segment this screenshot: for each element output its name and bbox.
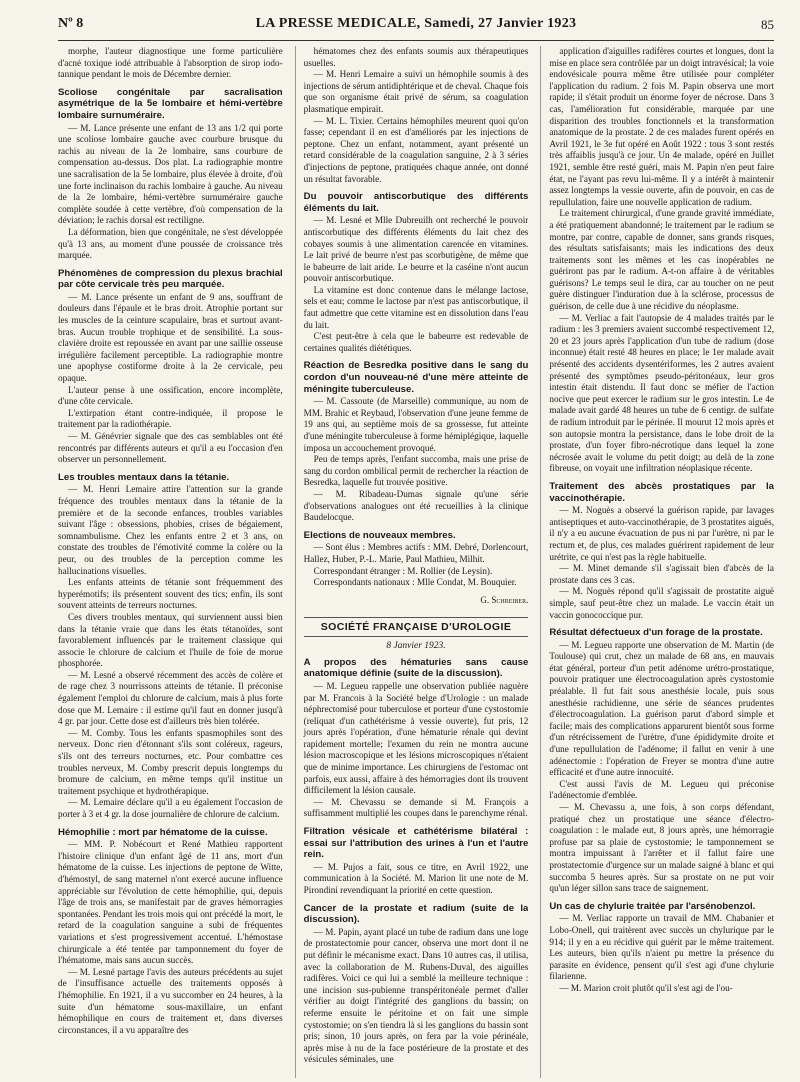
article xyxy=(304,46,529,185)
article xyxy=(58,472,283,821)
article-paragraph: — M. Chevassu se demande si M. François a suffisamment multiplié les coupes dans le parenchyme rénal. xyxy=(303,796,529,819)
article-paragraph: — M. Lesné et Mlle Dubreuilh ont recherché le pouvoir antiscorbutique des différents éléments du lait chez des cobayes soumis à une alimentation carencée en vitamines. Le lait privé de beurre n'est pas scorbutigène, de même que le babeurre de lait aride. Le beurre et la caséine n'ont aucun pouvoir antiscorbutique. xyxy=(303,215,529,284)
article-paragraph: — M. Noguès a observé la guérison rapide, par lavages antiseptiques et auto-vaccinothérapie, de 3 prostatites aiguës, il n'y a eu aucune évacuation de pus ni par l'urètre, ni par le rectum et, de plus, ces malades guérirent rapidement de leur urétrite, ce qui n'est pas la règle habituelle. xyxy=(549,505,775,562)
column-1 xyxy=(58,46,283,1078)
article xyxy=(304,826,529,897)
article-paragraph: L'extirpation étant contre-indiquée, il propose le traitement par la radiothérapie. xyxy=(58,407,283,430)
society-date: 8 Janvier 1923. xyxy=(386,640,446,651)
article-title: Les troubles mentaux dans la tétanie. xyxy=(58,471,230,483)
article-paragraph: — M. Legueu rapporte une observation de M. Martin (de Toulouse) qui crut, chez un malade de 68 ans, en mauvais état général, porteur d'un petit adénome urétro-prostatique, pouvoir pratiquer une électrocoagulation après cystostomie préalable. Il fut fait sous anesthésie locale, puis sous anesthésie rachidienne, une série de séances prudentes d'électrocoagulation. La guérison parut d'abord simple et facile; mais des complications apparurent bientôt sous forme d'un rétrécissement de l'urètre, d'une épididymite droite et d'une repullulation de l'adénome; il fallut en venir à une adénectomie : l'opération de Freyer se montra d'une autre efficacité et d'une autre innocuité. xyxy=(549,639,775,778)
article xyxy=(58,87,283,262)
article-paragraph: — M. Pujos a fait, sous ce titre, en Avril 1922, une communication à la Société. M. Marion lit une note de M. Pirondini revendiquant la priorité en cette question. xyxy=(303,861,529,895)
article xyxy=(58,827,283,1037)
article-title: Réaction de Besredka positive dans le sang du cordon d'un nouveau-né d'une mère atteinte de méningite tuberculeuse. xyxy=(303,360,529,395)
article-paragraph: Ces divers troubles mentaux, qui surviennent aussi bien dans la tétanie vraie que dans les états tétanoïdes, sont favorablement influencés par le traitement classique qui associe le chlorure de calcium et l'huile de foie de morue phosphorée. xyxy=(58,611,283,669)
article xyxy=(304,360,529,523)
article-title: Traitement des abcès prostatiques par la vaccinothérapie. xyxy=(549,480,775,504)
article-title: Phénomènes de compression du plexus brachial par côte cervicale très peu marquée. xyxy=(58,267,283,291)
article xyxy=(58,268,283,466)
article-paragraph: hématomes chez des enfants soumis aux thérapeutiques usuelles. xyxy=(303,46,529,68)
article-paragraph: — M. Cassoute (de Marseille) communique, au nom de MM. Brahic et Reybaud, l'observation d'une jeune femme de 19 ans qui, au septième mois de sa grossesse, fut atteinte d'une méningite tuberculeuse à forme hémiplégique, laquelle imposa un accouchement provoqué. xyxy=(303,396,529,453)
columns xyxy=(58,46,774,1078)
article-paragraph: — M. Chevassu a, une fois, à son corps défendant, pratiqué chez un prostatique une séance d'électro-coagulation : le malade eut, 8 jours après, une hémorragie profuse par sa plaie de cystostomie; le tamponnement se montra impuissant à l'arrêter et il fallut faire une prostatectomie d'urgence sur un malade saigné à blanc et qui succomba 5 heures après. Sur sa prostate on ne put voir qu'un léger sillon sans trace de saignement. xyxy=(549,802,775,894)
article-paragraph: morphe, l'auteur diagnostique une forme particulière d'acné toxique iodé attribuable à l'absorption de sirop iodo-tannique pendant le mois de Décembre dernier. xyxy=(58,46,283,80)
article-title: Résultat défectueux d'un forage de la prostate. xyxy=(549,627,763,639)
article-title: Elections de nouveaux membres. xyxy=(303,529,456,541)
page-number: 85 xyxy=(761,17,774,32)
article-paragraph: — M. Verliac a fait l'autopsie de 4 malades traités par le radium : les 3 premiers avaient succombé respectivement 12, 20 et 23 jours après l'application d'un tube de radium (dose inconnue) était resté 48 heures en place; le 1er malade avait présenté des accidents dysentériformes, les 2 autres avaient présenté des symptômes pseudo-péritonéaux, leur gros intestin était distendu. Il faut donc se méfier de l'action nocive que peut exercer le radium sur le gros intestin. Le 4e malade avait gardé 48 heures un tube de 6 centigr. de sulfate de radium introduit par le périnée. Il mourut 12 mois après et son autopsie montra la persistance, dans le lobe droit de la prostate, d'un foyer fibro-nécrotique dans lequel la zone nécrosée avait le volume du petit doigt; au delà de la zone fibreuse, on voyait une infiltration néoplasique récente. xyxy=(549,312,775,474)
article-paragraph: — M. Lesné a observé récemment des accès de colère et de rage chez 3 nourrissons atteints de tétanie. Il préconise également l'emploi du chlorure de calcium, mais à plus forte dose que M. Lemaire : il estime qu'il faut en donner jusqu'à 4 gr. par jour. Cette dose est d'ailleurs très bien tolérée. xyxy=(58,669,283,727)
article-title: Un cas de chylurie traitée par l'arsénobenzol. xyxy=(549,900,756,912)
article-paragraph: L'auteur pense à une ossification, encore incomplète, d'une côte cervicale. xyxy=(58,384,283,407)
column-2 xyxy=(295,46,529,1078)
article-title: Filtration vésicale et cathétérisme bilatéral : essai sur l'attribution des urines à l'un et l'autre rein. xyxy=(303,826,529,861)
article xyxy=(549,901,774,995)
article-paragraph: — M. Verliac rapporte un travail de MM. Chabanier et Lobo-Onell, qui traitèrent avec succès un chylurique par le 914; il y en a eu récidive qui guérit par le même traitement. Les auteurs, bien qu'ils n'aient pu mettre la présence du parasite en évidence, pensent qu'il s'est agi d'une chylurie filarienne. xyxy=(549,913,775,982)
article-paragraph: C'est peut-être à cela que le babeurre est redevable de certaines qualités diététiques. xyxy=(303,331,529,353)
society-heading: SOCIÉTÉ FRANÇAISE D'UROLOGIE xyxy=(304,617,529,637)
article-title: Cancer de la prostate et radium (suite de la discussion). xyxy=(303,902,529,926)
article-paragraph: — M. Minet demande s'il s'agissait bien d'abcès de la prostate dans ces 3 cas. xyxy=(549,563,775,585)
article xyxy=(304,191,529,354)
article-paragraph: — M. Lemaire déclare qu'il a eu également l'occasion de porter à 3 et 4 gr. la dose journalière de chlorure de calcium. xyxy=(58,797,283,819)
article-paragraph: — M. Noguès répond qu'il s'agissait de prostatite aiguë simple, sauf peut-être chez un malade. Le vaccin était un vaccin gonococcique pur. xyxy=(549,586,775,620)
journal-title: LA PRESSE MEDICALE, Samedi, 27 Janvier 1923 xyxy=(255,16,577,31)
article xyxy=(304,903,529,1066)
article-title: A propos des hématuries sans cause anatomique définie (suite de la discussion). xyxy=(303,656,529,680)
article-title: Du pouvoir antiscorbutique des différents éléments du lait. xyxy=(303,191,529,214)
article-paragraph: La vitamine est donc contenue dans le mélange lactose, sels et eau; comme le lactose par n'est pas antiscorbutique, il faut admettre que cette vitamine est en dissolution dans l'eau du lait. xyxy=(303,284,529,330)
article xyxy=(304,657,529,820)
article-paragraph: Correspondants nationaux : Mlle Condat, M. Bouquier. xyxy=(313,577,517,588)
article-paragraph: — M. Papin, ayant placé un tube de radium dans une loge de prostatectomie pour cancer, observa une mort dont il ne put définir le mécanisme exact. Dans 10 autres cas, il utilisa, avec la collaboration de M. Rubens-Duval, des aiguilles radifères. Voici ce qui lui a semblé la meilleure technique : une incision sus-pubienne transpéritonéale permet d'aller vérifier au doigt l'intégrité des ganglions du bassin; on referme ensuite le péritoine et on fait une simple cystostomie; on s'en tiendra là si les ganglions du bassin sont pris; sinon, 10 jours après, on fera par la voie périnéale, après mise à nu de la face postérieure de la prostate et des vésicules séminales, une xyxy=(303,926,529,1065)
article xyxy=(549,627,774,895)
article xyxy=(549,46,774,475)
article-paragraph: — M. L. Tixier. Certains hémophiles meurent quoi qu'on fasse; cependant il en est d'améliorés par les injections de peptone. Chez un enfant, notamment, ayant présenté un retard considérable de la coagulation sanguine, 2 à 3 séries d'injections de peptone, pratiquées chaque année, ont donné un résultat favorable. xyxy=(303,115,529,184)
article-paragraph: — M. Henri Lemaire a suivi un hémophile soumis à des injections de sérum antidiphtérique et de cheval. Chaque fois que son organisme était privé de sérum, sa coagulation plasmatique empirait. xyxy=(303,69,529,114)
article-paragraph: C'est aussi l'avis de M. Legueu qui préconise l'adénectomie d'emblée. xyxy=(549,778,775,801)
article-title: Hémophilie : mort par hématome de la cuisse. xyxy=(58,826,268,838)
article-paragraph: Les enfants atteints de tétanie sont fréquemment des hyperémotifs; ils présentent souvent des tics; enfin, ils sont souvent atteints de terreurs nocturnes. xyxy=(58,577,283,611)
column-3 xyxy=(540,46,774,1078)
article-paragraph: — M. Lance présente une enfant de 13 ans 1/2 qui porte une scoliose lombaire gauche avec courbure brusque du rachis au niveau de la 2e lombaire, sans courbure de compensation au-dessus. Dos plat. La radiographie montre une sacralisation de la 5e lombaire, plus élevée à droite, d'où une forte inclinaison du rachis lombaire à gauche. Au niveau de la 2e lombaire, hémi-vertèbre surnuméraire gauche complète soudée à cette vertèbre, d'où compensation de la déviation; le rachis dorsal est rectiligne. xyxy=(58,122,283,226)
issue-number: Nº 8 xyxy=(58,16,84,31)
article-paragraph: — MM. P. Nobécourt et René Mathieu rapportent l'histoire clinique d'un enfant âgé de 11 ans, mort d'un hématome de la cuisse. Les injections de peptone de Witte, d'hémostyl, de sang maternel n'ont exercé aucune influence appréciable sur l'évolution de cette hémophilie, qui, depuis l'âge de trois ans, se manifestait par de graves hémorragies spontanées. Pendant les trois mois qui ont précédé la mort, le retard de la coagulation sanguine a subi de fréquentes variations et s'est progressivement accentué. L'hémostase chirurgicale a été tentée par tamponnement du foyer de l'hématome, mais sans aucun succès. xyxy=(58,839,283,966)
article-paragraph: Peu de temps après, l'enfant succomba, mais une prise de sang du cordon ombilical permit de rechercher la réaction de Besredka, laquelle fut trouvée positive. xyxy=(303,454,529,488)
article-paragraph: — Sont élus : Membres actifs : MM. Debré, Dorlencourt, Hallez, Huber, P.-L. Marie, Paul Mathieu, Milhit. xyxy=(303,542,529,564)
page-header xyxy=(58,14,774,41)
article-paragraph: — M. Henri Lemaire attire l'attention sur la grande fréquence des troubles mentaux dans la tétanie de la première et de la seconde enfances, troubles variables suivant l'âge : obsessions, phobies, crises de bégaiement, somnambulisme. Chez les enfants entre 2 et 3 ans, on constate des troubles de l'émotivité comme la colère ou la peur, ou des troubles de la perception comme les hallucinations visuelles. xyxy=(58,484,283,576)
article-paragraph: application d'aiguilles radifères courtes et longues, dont la mise en place sera contrôlée par un doigt intravésical; la voie endovésicale pourra même être utilisée pour compléter l'application du radium. 2 fois M. Papin observa une mort rapide; il s'était produit un énorme foyer de nécrose. Dans 3 cas, l'amélioration fut considérable, marquée par une disparition des troubles fonctionnels et la transformation anatomique de la prostate. 2 de ces malades furent opérés en Avril 1921, le 3e fut opéré en Août 1922 : tous 3 sont restés très affaiblis jusqu'à ce jour. Un 4e malade, opéré en Juillet 1921, semble être resté guéri, mais M. Papin n'en peut faire état, ne l'ayant pas revu lui-même. Il y a intérêt à maintenir assez longtemps la vessie ouverte, afin de pouvoir, en cas de repullulation, faire une nouvelle application de radium. xyxy=(549,46,775,207)
article-paragraph: — M. Génévrier signale que des cas semblables ont été rencontrés par différents auteurs et qu'il a eu l'occasion d'en observer un personnellement. xyxy=(58,431,283,465)
article-title: Scoliose congénitale par sacralisation asymétrique de la 5e lombaire et hémi-vertèbre lombaire surnuméraire. xyxy=(58,86,283,121)
article-paragraph: — M. Marion croit plutôt qu'il s'est agi de l'ou- xyxy=(559,982,733,993)
article xyxy=(304,530,529,589)
article-paragraph: — M. Lesné partage l'avis des auteurs précédents au sujet de l'insuffisance actuelle des traitements opposés à l'hémophilie. En 1921, il a vu succomber en 24 heures, à la suite d'un hématome sous-maxillaire, un enfant hémophilique en cours de traitement et, dans diverses circonstances, il a vu apparaître des xyxy=(58,966,283,1035)
report-signature: G. Schreiber. xyxy=(480,594,529,605)
article-paragraph: — M. Comby. Tous les enfants spasmophiles sont des nerveux. Donc rien d'étonnant s'ils sont coléreux, rageurs, s'ils ont des terreurs nocturnes, etc. Pour combattre ces troubles nerveux, M. Comby prescrit depuis longtemps du bromure de calcium, en même temps qu'il institue un traitement psychique et hydrothérapique. xyxy=(58,727,283,796)
article-paragraph: Correspondant étranger : M. Rollier (de Leysin). xyxy=(313,565,493,576)
article xyxy=(58,46,283,81)
article xyxy=(549,481,774,621)
article-paragraph: La déformation, bien que congénitale, ne s'est développée qu'à 13 ans, au moment d'une poussée de croissance très marquée. xyxy=(58,226,283,261)
article-paragraph: — M. Legueu rappelle une observation publiée naguère par M. Francois à la Société belge d'Urologie : un malade néphrectomisé pour tuberculose et porteur d'une cystostomie (reliquat d'un cathétérisme à vessie ouverte), fut pris, 12 jours après l'opération, d'une hématurie rénale qui devint rapidement mortelle; l'examen du rein ne montra aucune lésion macroscopique et les lésions microscopiques n'étaient que de minime importance. Les chirurgiens de l'estomac ont parfois, eux aussi, affaire à des hémorragies dont ils trouvent difficilement la lésion causale. xyxy=(303,680,529,796)
article-paragraph: Le traitement chirurgical, d'une grande gravité immédiate, a été pratiquement abandonné; le traitement par le radium se montre, par contre, capable de donner, sans grands risques, des résultats satisfaisants; mais les indications des deux traitements sont les mêmes et les cas inopérables ne guériront pas par le radium. A-t-on affaire à de véritables guérisons? Le temps seul le dira, car au toucher on ne peut guère distinguer l'induration due à la sclérose, processus de guérison, de celle due à une récidive du néoplasme. xyxy=(549,208,775,312)
article-paragraph: — M. Ribadeau-Dumas signale qu'une série d'observations analogues ont été recueillies à la clinique Baudelocque. xyxy=(303,488,529,523)
article-paragraph: — M. Lance présente un enfant de 9 ans, souffrant de douleurs dans l'épaule et le bras droit. Atrophie portant sur les muscles de la ceinture scapulaire, bras et surtout avant-bras. Aucun trouble trophique et de sensibilité. La sous-clavière droite est repoussée en avant par une saillie osseuse irrégulière facilement perceptible. La radiographie montre une apophyse costiforme droite à la 2e cervicale, peu opaque. xyxy=(58,291,283,384)
